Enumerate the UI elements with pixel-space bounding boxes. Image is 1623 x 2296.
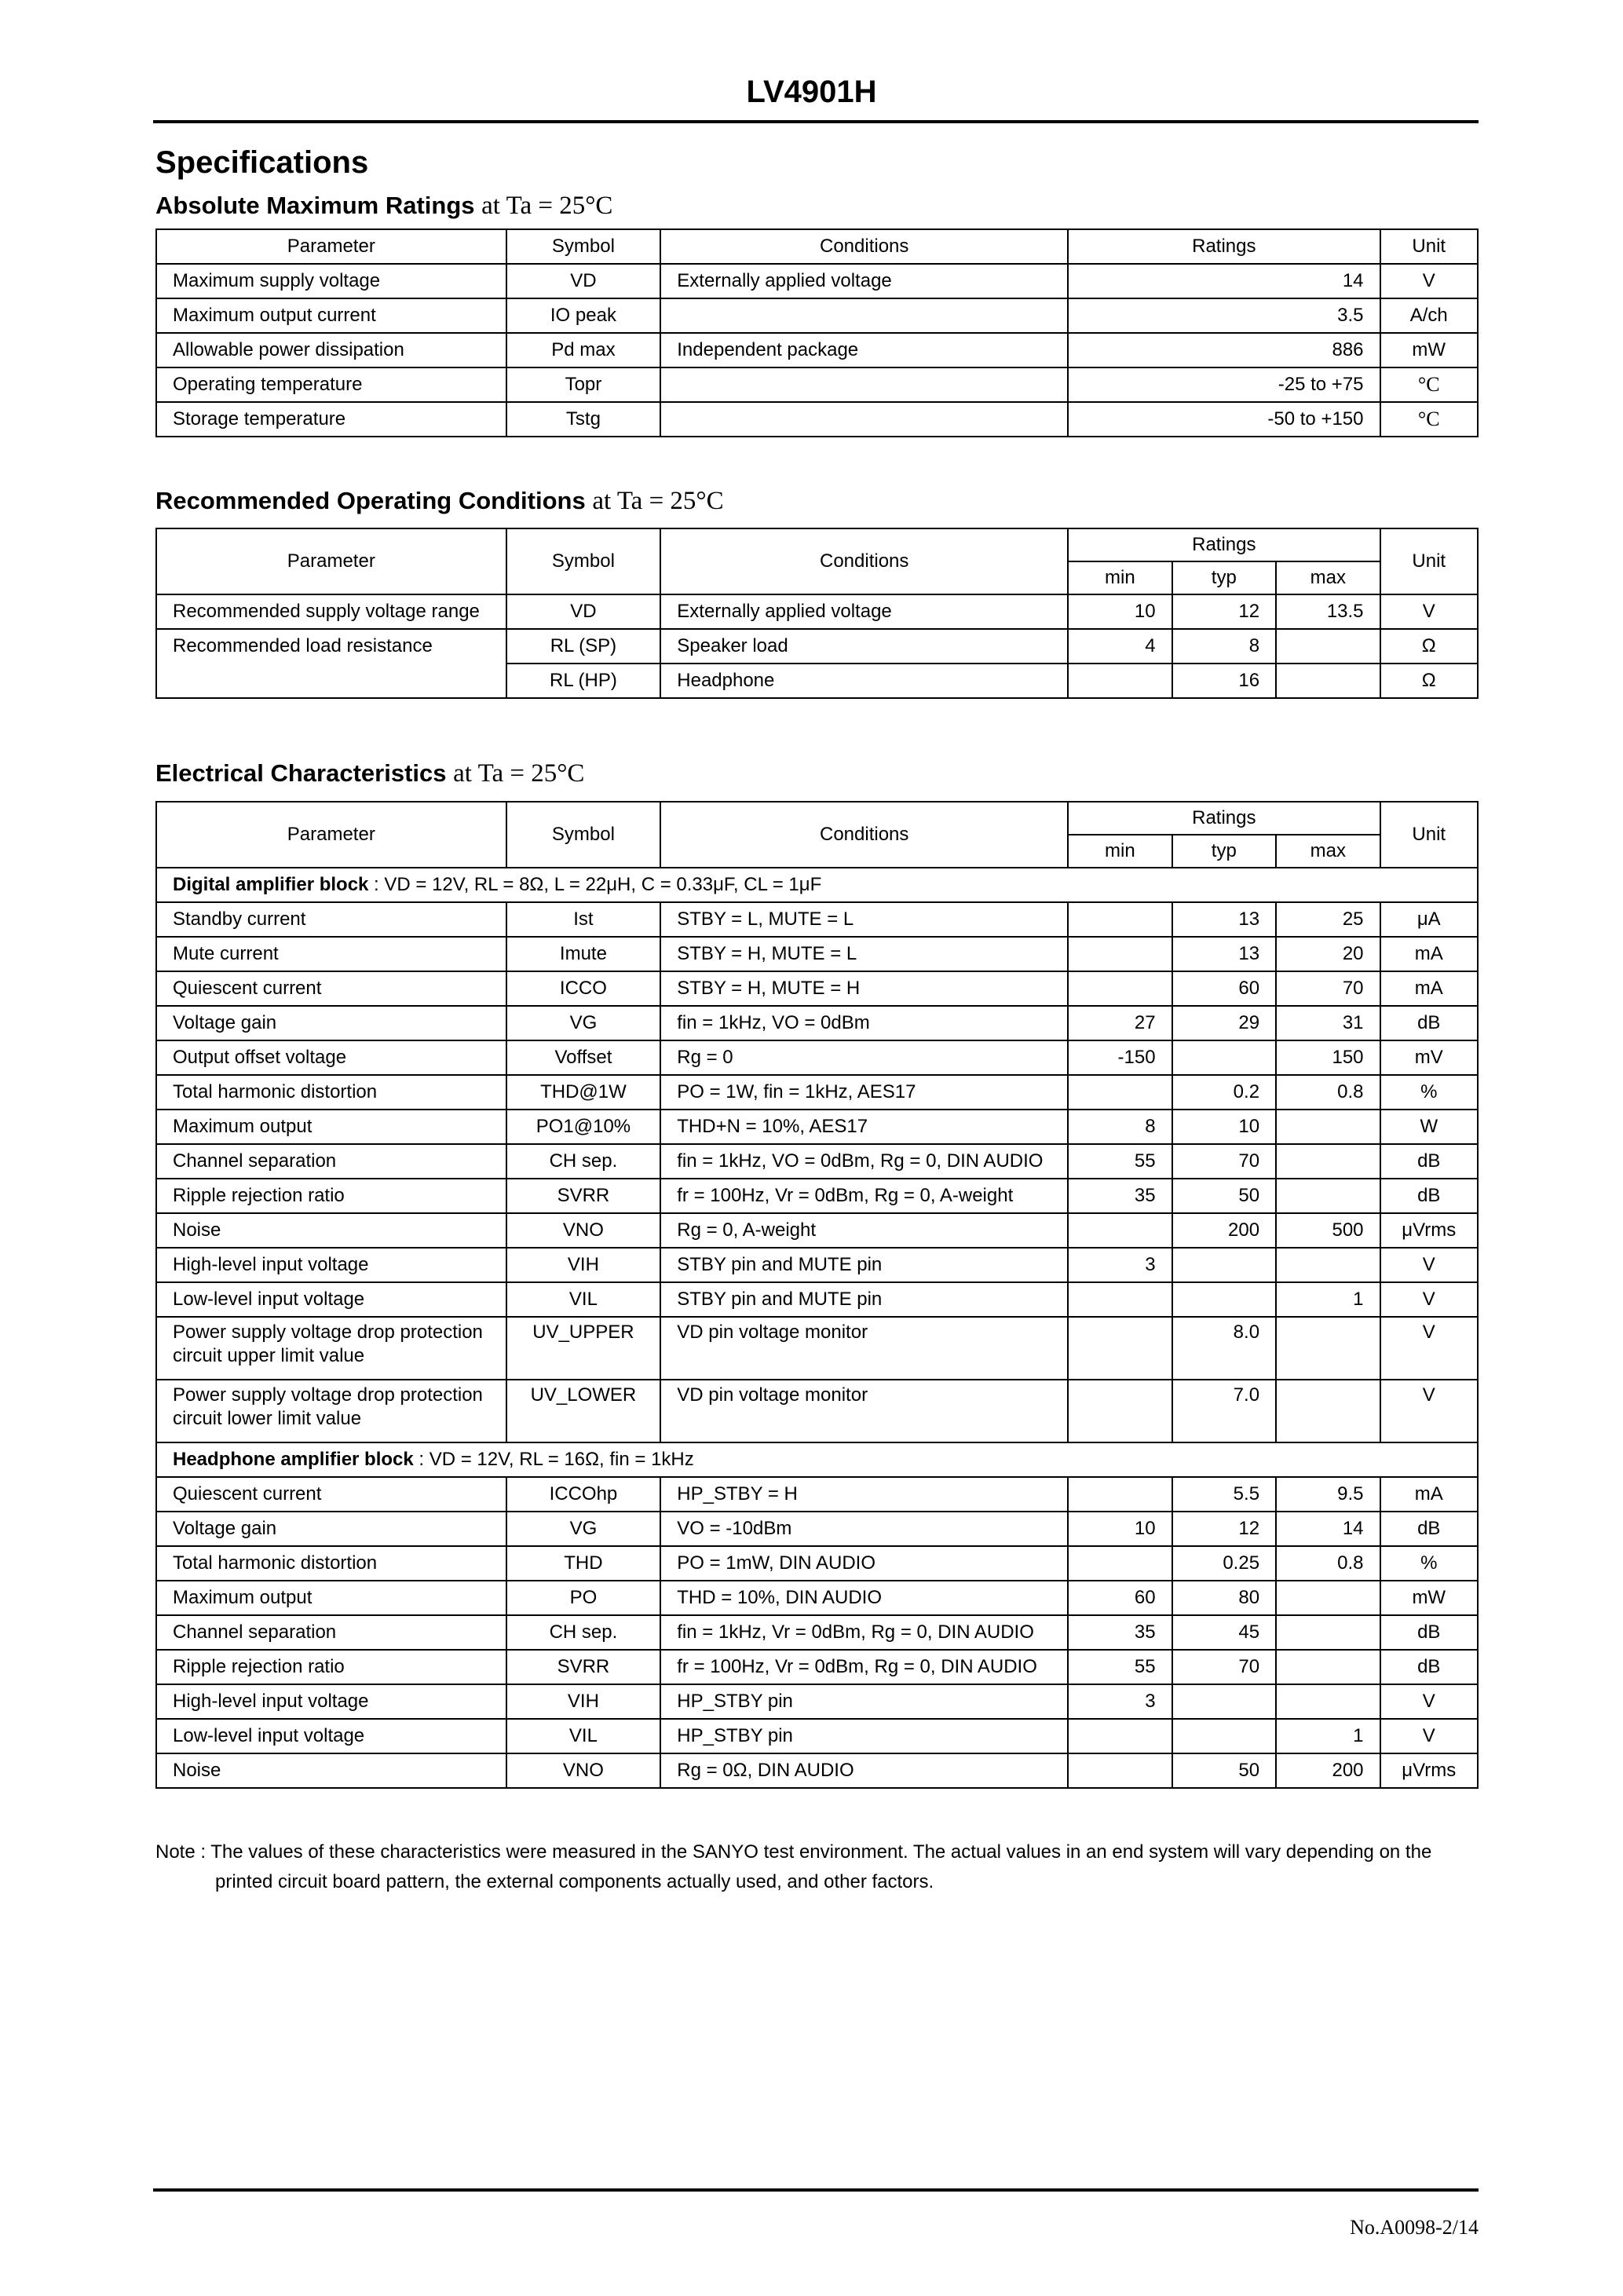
column-header: min [1068, 835, 1172, 868]
table-cell: VIL [506, 1719, 661, 1753]
table-cell: VG [506, 1512, 661, 1546]
table-cell: SVRR [506, 1179, 661, 1213]
table-row [156, 1006, 1478, 1040]
table-cell: 200 [1276, 1753, 1380, 1788]
column-header: Unit [1380, 528, 1478, 594]
table-row [156, 298, 1478, 333]
table-cell: Ω [1380, 629, 1478, 664]
table-cell: 55 [1068, 1650, 1172, 1684]
column-header: Parameter [156, 802, 506, 868]
table-cell: 4 [1068, 629, 1172, 664]
table-cell: UV_LOWER [506, 1380, 661, 1442]
table-cell: VD [506, 594, 661, 629]
block-label: Headphone amplifier block [173, 1449, 414, 1470]
table-row [156, 264, 1478, 298]
block-header [156, 1442, 1478, 1477]
table-cell: °C [1380, 402, 1478, 437]
table-row [156, 971, 1478, 1006]
block-condition: : VD = 12V, RL = 16Ω, fin = 1kHz [413, 1449, 694, 1470]
table-cell: dB [1380, 1144, 1478, 1179]
column-header: Ratings [1068, 802, 1380, 835]
table-row [156, 868, 1478, 902]
column-header: Symbol [506, 802, 661, 868]
table-row [156, 902, 1478, 937]
table-cell: Externally applied voltage [660, 594, 1068, 629]
elec-title [155, 758, 584, 789]
footer-rule [153, 2188, 1479, 2192]
page-number: No.A0098-2/14 [1350, 2216, 1479, 2239]
table-cell: High-level input voltage [156, 1684, 506, 1719]
table-cell: THD = 10%, DIN AUDIO [660, 1581, 1068, 1615]
table-cell: V [1380, 594, 1478, 629]
table-cell [1068, 971, 1172, 1006]
table-cell: -25 to +75 [1068, 367, 1380, 402]
table-cell [1276, 1248, 1380, 1282]
table-cell: 10 [1172, 1110, 1276, 1144]
table-cell: 3 [1068, 1684, 1172, 1719]
table-cell: Pd max [506, 333, 661, 367]
table-cell: Quiescent current [156, 971, 506, 1006]
table-cell: STBY pin and MUTE pin [660, 1282, 1068, 1317]
table-cell: W [1380, 1110, 1478, 1144]
table-row [156, 1615, 1478, 1650]
table-cell: Total harmonic distortion [156, 1546, 506, 1581]
table-row [156, 1282, 1478, 1317]
note-line-2: printed circuit board pattern, the external components actually used, and other factors. [215, 1871, 934, 1892]
table-cell: Maximum supply voltage [156, 264, 506, 298]
column-header: Symbol [506, 229, 661, 264]
table-cell [1276, 1110, 1380, 1144]
column-header: Parameter [156, 229, 506, 264]
table-cell: V [1380, 1684, 1478, 1719]
table-cell: THD [506, 1546, 661, 1581]
note-line-1: Note : The values of these characteristics were measured in the SANYO test environment. The actual values in an end system will vary depending on the [155, 1841, 1432, 1863]
table-row [156, 1213, 1478, 1248]
table-cell: V [1380, 1282, 1478, 1317]
table-cell [1068, 1380, 1172, 1442]
table-cell: 14 [1068, 264, 1380, 298]
table-cell: mA [1380, 937, 1478, 971]
table-cell: V [1380, 1719, 1478, 1753]
table-cell: 0.25 [1172, 1546, 1276, 1581]
table-cell: V [1380, 264, 1478, 298]
table-cell [1068, 1317, 1172, 1380]
table-cell: 0.2 [1172, 1075, 1276, 1110]
table-cell: Imute [506, 937, 661, 971]
table-cell: fin = 1kHz, VO = 0dBm [660, 1006, 1068, 1040]
table-cell: 10 [1068, 594, 1172, 629]
table-cell: % [1380, 1075, 1478, 1110]
table-cell: 31 [1276, 1006, 1380, 1040]
table-cell [1172, 1282, 1276, 1317]
table-cell: Power supply voltage drop protection circuit lower limit value [156, 1380, 506, 1442]
table-cell [1276, 1317, 1380, 1380]
block-condition: : VD = 12V, RL = 8Ω, L = 22μH, C = 0.33μF, CL = 1μF [368, 874, 822, 895]
table-cell [1276, 1179, 1380, 1213]
abs-max-condition: at Ta = 25°C [481, 192, 613, 220]
table-cell: 25 [1276, 902, 1380, 937]
table-row [156, 937, 1478, 971]
column-header: Parameter [156, 528, 506, 594]
table-row [156, 367, 1478, 402]
table-cell [1068, 1213, 1172, 1248]
table-cell: Channel separation [156, 1144, 506, 1179]
table-cell: Mute current [156, 937, 506, 971]
table-cell: 7.0 [1172, 1380, 1276, 1442]
table-cell: High-level input voltage [156, 1248, 506, 1282]
table-cell: 45 [1172, 1615, 1276, 1650]
table-cell: Noise [156, 1753, 506, 1788]
table-cell: Allowable power dissipation [156, 333, 506, 367]
table-row [156, 1144, 1478, 1179]
table-cell [1068, 1282, 1172, 1317]
table-cell: 35 [1068, 1615, 1172, 1650]
table-cell: Ist [506, 902, 661, 937]
table-cell: 10 [1068, 1512, 1172, 1546]
table-cell: 8.0 [1172, 1317, 1276, 1380]
table-cell: mV [1380, 1040, 1478, 1075]
column-header: Conditions [660, 528, 1068, 594]
table-cell: mA [1380, 1477, 1478, 1512]
table-row [156, 1317, 1478, 1380]
rec-op-table [155, 528, 1479, 699]
column-header: Ratings [1068, 229, 1380, 264]
table-row [156, 802, 1478, 835]
table-cell: VNO [506, 1753, 661, 1788]
table-cell: VIL [506, 1282, 661, 1317]
table-cell: 16 [1172, 664, 1276, 698]
table-cell: PO = 1mW, DIN AUDIO [660, 1546, 1068, 1581]
table-cell: Tstg [506, 402, 661, 437]
table-cell: 0.8 [1276, 1546, 1380, 1581]
table-cell: Independent package [660, 333, 1068, 367]
column-header: Ratings [1068, 528, 1380, 561]
table-cell [1172, 1040, 1276, 1075]
table-cell: Low-level input voltage [156, 1282, 506, 1317]
block-label: Digital amplifier block [173, 874, 369, 895]
table-cell [1172, 1719, 1276, 1753]
table-cell [660, 402, 1068, 437]
table-cell: PO [506, 1581, 661, 1615]
table-cell: RL (HP) [506, 664, 661, 698]
table-cell: mW [1380, 1581, 1478, 1615]
table-cell: HP_STBY pin [660, 1719, 1068, 1753]
table-row [156, 1179, 1478, 1213]
table-cell: Rg = 0 [660, 1040, 1068, 1075]
table-cell: 70 [1276, 971, 1380, 1006]
abs-max-title-text: Absolute Maximum Ratings [155, 192, 475, 219]
table-cell: dB [1380, 1512, 1478, 1546]
table-cell [1068, 1477, 1172, 1512]
table-cell: VG [506, 1006, 661, 1040]
table-cell: Maximum output [156, 1110, 506, 1144]
table-cell: dB [1380, 1006, 1478, 1040]
table-cell: 3.5 [1068, 298, 1380, 333]
elec-table [155, 801, 1479, 1789]
table-cell [1276, 1380, 1380, 1442]
table-cell [1068, 1719, 1172, 1753]
table-row [156, 1380, 1478, 1442]
table-row [156, 1719, 1478, 1753]
column-header: Conditions [660, 229, 1068, 264]
table-cell [1068, 664, 1172, 698]
table-cell: V [1380, 1248, 1478, 1282]
table-cell: °C [1380, 367, 1478, 402]
table-cell: SVRR [506, 1650, 661, 1684]
table-row [156, 594, 1478, 629]
table-cell: -150 [1068, 1040, 1172, 1075]
column-header: Unit [1380, 802, 1478, 868]
table-row [156, 1581, 1478, 1615]
table-row [156, 229, 1478, 264]
table-cell: 500 [1276, 1213, 1380, 1248]
column-header: max [1276, 561, 1380, 594]
table-cell: HP_STBY = H [660, 1477, 1068, 1512]
table-cell: % [1380, 1546, 1478, 1581]
table-cell: dB [1380, 1615, 1478, 1650]
table-cell [1172, 1684, 1276, 1719]
table-cell: STBY = L, MUTE = L [660, 902, 1068, 937]
table-cell: Rg = 0, A-weight [660, 1213, 1068, 1248]
table-cell [1276, 664, 1380, 698]
table-cell: 200 [1172, 1213, 1276, 1248]
table-cell: 8 [1172, 629, 1276, 664]
table-cell: THD@1W [506, 1075, 661, 1110]
table-cell: Maximum output [156, 1581, 506, 1615]
column-header: typ [1172, 561, 1276, 594]
table-cell: Ω [1380, 664, 1478, 698]
table-cell: mW [1380, 333, 1478, 367]
elec-title-text: Electrical Characteristics [155, 759, 447, 787]
table-cell: -50 to +150 [1068, 402, 1380, 437]
table-cell: PO = 1W, fin = 1kHz, AES17 [660, 1075, 1068, 1110]
table-cell: Externally applied voltage [660, 264, 1068, 298]
table-row [156, 1040, 1478, 1075]
table-cell [660, 298, 1068, 333]
table-cell: VD pin voltage monitor [660, 1380, 1068, 1442]
table-cell: VD [506, 264, 661, 298]
table-row [156, 402, 1478, 437]
table-cell: μVrms [1380, 1753, 1478, 1788]
abs-max-table [155, 229, 1479, 437]
table-cell: Operating temperature [156, 367, 506, 402]
table-row [156, 1753, 1478, 1788]
table-cell: Rg = 0Ω, DIN AUDIO [660, 1753, 1068, 1788]
table-cell: 60 [1172, 971, 1276, 1006]
table-cell: 20 [1276, 937, 1380, 971]
table-cell: 12 [1172, 1512, 1276, 1546]
section-heading: Specifications [155, 145, 369, 180]
table-cell: 13 [1172, 902, 1276, 937]
table-cell: Channel separation [156, 1615, 506, 1650]
table-cell: VO = -10dBm [660, 1512, 1068, 1546]
table-cell: μA [1380, 902, 1478, 937]
table-cell [1172, 1248, 1276, 1282]
table-cell: Headphone [660, 664, 1068, 698]
table-cell: 5.5 [1172, 1477, 1276, 1512]
table-cell: 1 [1276, 1719, 1380, 1753]
rec-op-condition: at Ta = 25°C [592, 487, 724, 515]
table-cell: fin = 1kHz, Vr = 0dBm, Rg = 0, DIN AUDIO [660, 1615, 1068, 1650]
table-cell: Power supply voltage drop protection circuit upper limit value [156, 1317, 506, 1380]
table-cell [660, 367, 1068, 402]
table-cell: 50 [1172, 1179, 1276, 1213]
table-cell: 14 [1276, 1512, 1380, 1546]
table-cell: 1 [1276, 1282, 1380, 1317]
table-cell: 55 [1068, 1144, 1172, 1179]
table-cell: Total harmonic distortion [156, 1075, 506, 1110]
table-cell: 9.5 [1276, 1477, 1380, 1512]
column-header: Unit [1380, 229, 1478, 264]
table-cell: 0.8 [1276, 1075, 1380, 1110]
table-cell: Maximum output current [156, 298, 506, 333]
table-cell: VIH [506, 1248, 661, 1282]
table-cell: STBY = H, MUTE = L [660, 937, 1068, 971]
table-cell: Recommended load resistance [156, 629, 506, 698]
table-cell: V [1380, 1317, 1478, 1380]
column-header: typ [1172, 835, 1276, 868]
table-row [156, 1442, 1478, 1477]
table-cell: 27 [1068, 1006, 1172, 1040]
table-row [156, 1248, 1478, 1282]
table-row [156, 1512, 1478, 1546]
table-cell: THD+N = 10%, AES17 [660, 1110, 1068, 1144]
table-cell: fr = 100Hz, Vr = 0dBm, Rg = 0, A-weight [660, 1179, 1068, 1213]
table-cell: mA [1380, 971, 1478, 1006]
table-cell: 29 [1172, 1006, 1276, 1040]
table-cell: 35 [1068, 1179, 1172, 1213]
table-cell: UV_UPPER [506, 1317, 661, 1380]
table-cell: Noise [156, 1213, 506, 1248]
table-cell: CH sep. [506, 1615, 661, 1650]
table-cell: 80 [1172, 1581, 1276, 1615]
table-cell: STBY pin and MUTE pin [660, 1248, 1068, 1282]
table-cell: 886 [1068, 333, 1380, 367]
table-cell: 50 [1172, 1753, 1276, 1788]
table-cell: 13.5 [1276, 594, 1380, 629]
table-row [156, 528, 1478, 561]
table-cell [1276, 1615, 1380, 1650]
table-cell: 70 [1172, 1144, 1276, 1179]
table-cell: VD pin voltage monitor [660, 1317, 1068, 1380]
table-row [156, 1650, 1478, 1684]
table-cell [1068, 937, 1172, 971]
note [155, 1837, 1482, 1897]
table-cell: Quiescent current [156, 1477, 506, 1512]
table-cell: Voltage gain [156, 1006, 506, 1040]
table-cell: Low-level input voltage [156, 1719, 506, 1753]
table-cell: HP_STBY pin [660, 1684, 1068, 1719]
table-cell: Standby current [156, 902, 506, 937]
rec-op-title-text: Recommended Operating Conditions [155, 487, 586, 514]
table-cell: Output offset voltage [156, 1040, 506, 1075]
table-cell [1068, 1546, 1172, 1581]
column-header: Conditions [660, 802, 1068, 868]
table-cell: Ripple rejection ratio [156, 1650, 506, 1684]
table-cell [1276, 1684, 1380, 1719]
table-cell: PO1@10% [506, 1110, 661, 1144]
table-cell: Ripple rejection ratio [156, 1179, 506, 1213]
table-cell [1276, 629, 1380, 664]
table-cell: V [1380, 1380, 1478, 1442]
table-cell: Speaker load [660, 629, 1068, 664]
header-rule [153, 120, 1479, 123]
table-cell [1068, 1075, 1172, 1110]
rec-op-title [155, 485, 724, 517]
table-row [156, 1110, 1478, 1144]
table-row [156, 629, 1478, 664]
table-cell: 150 [1276, 1040, 1380, 1075]
table-cell: 3 [1068, 1248, 1172, 1282]
table-cell: ICCO [506, 971, 661, 1006]
table-cell: fin = 1kHz, VO = 0dBm, Rg = 0, DIN AUDIO [660, 1144, 1068, 1179]
table-cell: Storage temperature [156, 402, 506, 437]
table-cell [1276, 1144, 1380, 1179]
table-cell: Recommended supply voltage range [156, 594, 506, 629]
table-cell: CH sep. [506, 1144, 661, 1179]
column-header: max [1276, 835, 1380, 868]
table-cell: 13 [1172, 937, 1276, 971]
table-cell [1276, 1650, 1380, 1684]
table-row [156, 1684, 1478, 1719]
table-cell [1068, 902, 1172, 937]
table-row [156, 1477, 1478, 1512]
block-header [156, 868, 1478, 902]
table-row [156, 1546, 1478, 1581]
table-cell: μVrms [1380, 1213, 1478, 1248]
table-cell: VNO [506, 1213, 661, 1248]
column-header: min [1068, 561, 1172, 594]
page-title: LV4901H [746, 75, 877, 109]
abs-max-title [155, 190, 612, 221]
table-cell: Voffset [506, 1040, 661, 1075]
table-cell: Topr [506, 367, 661, 402]
table-cell: dB [1380, 1179, 1478, 1213]
table-cell: 70 [1172, 1650, 1276, 1684]
table-cell: fr = 100Hz, Vr = 0dBm, Rg = 0, DIN AUDIO [660, 1650, 1068, 1684]
table-cell: 60 [1068, 1581, 1172, 1615]
table-cell: VIH [506, 1684, 661, 1719]
table-cell [1068, 1753, 1172, 1788]
table-cell: 8 [1068, 1110, 1172, 1144]
table-cell: IO peak [506, 298, 661, 333]
table-cell: STBY = H, MUTE = H [660, 971, 1068, 1006]
table-row [156, 1075, 1478, 1110]
column-header: Symbol [506, 528, 661, 594]
table-cell: Voltage gain [156, 1512, 506, 1546]
table-cell: 12 [1172, 594, 1276, 629]
table-cell: RL (SP) [506, 629, 661, 664]
table-cell: dB [1380, 1650, 1478, 1684]
table-cell: ICCOhp [506, 1477, 661, 1512]
table-row [156, 333, 1478, 367]
table-cell: A/ch [1380, 298, 1478, 333]
table-cell [1276, 1581, 1380, 1615]
elec-condition: at Ta = 25°C [453, 759, 585, 788]
